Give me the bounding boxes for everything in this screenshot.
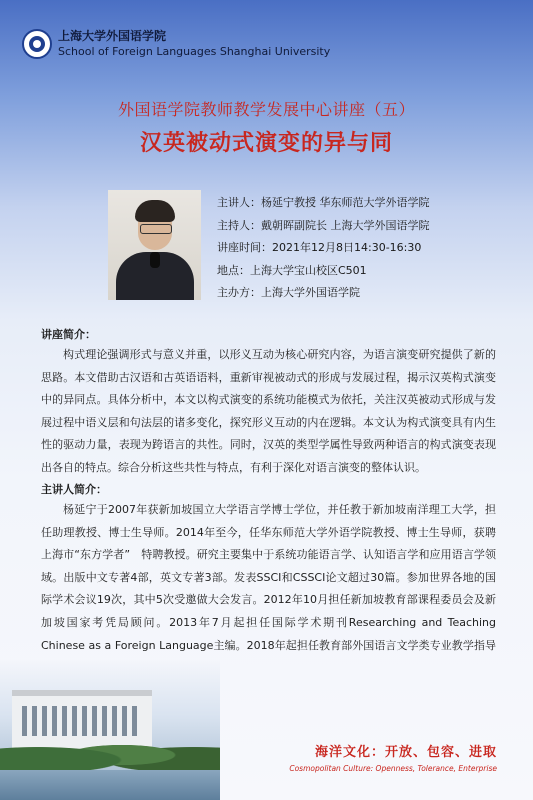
abstract-text: 构式理论强调形式与意义并重，以形义互动为核心研究内容，为语言演变研究提供了新的思路。本文借助古汉语和古英语语料，重新审视被动式的形成与发展过程，揭示汉英构式演变中的异同点。具体分析中，本文以构式演变的系统功能模式为依托，关注汉英被动式形成与发展过程中语义层和句法层的诸多变化，探究形义互动的内在逻辑。本文认为构式演变具有内生性的驱动力量，表现为跨语言的共性。同时，汉英的类型学属性导致两种语言的构式演变表现出各自的特点。综合分析这些共性与特点，有利于深化对语言演变的整体认识。 (41, 348, 496, 474)
university-seal-icon (22, 29, 52, 59)
main-title: 汉英被动式演变的异与同 (139, 131, 393, 156)
org-name-en: School of Foreign Languages Shanghai University (58, 45, 331, 58)
motto-en: Cosmopolitan Culture: Openness, Tolerance, Enterprise (289, 764, 497, 773)
speaker-photo (108, 190, 201, 300)
speaker-bio-heading: 主讲人简介： (41, 483, 107, 496)
lecture-info (217, 192, 430, 305)
motto-cn: 海洋文化：开放、包容、进取 (314, 745, 497, 760)
info-location: 地点：上海大学宝山校区C501 (217, 263, 367, 277)
info-time: 讲座时间：2021年12月8日14:30-16:30 (217, 241, 422, 254)
info-speaker: 主讲人：杨延宁教授 华东师范大学外语学院 (217, 196, 430, 209)
campus-photo (0, 660, 220, 800)
info-host: 主持人：戴朝晖副院长 上海大学外国语学院 (217, 218, 430, 232)
series-title: 外国语学院教师教学发展中心讲座（五） (117, 100, 415, 119)
speaker-bio-text: 杨延宁于2007年获新加坡国立大学语言学博士学位，并任教于新加坡南洋理工大学，担任助理教授、博士生导师。2014年至今，任华东师范大学外语学院教授、博士生导师，获聘上海市“东方学者” 特聘教授。研究主要集中于系统功能语言学、认知语言学和应用语言学领域。出版中文专著4部，英文专著3部。发表SSCI和CSSCI论文超过30篇。参加世界各地的国际学术会议19次，其中5次受邀做大会发言。2012年10月担任新加坡教育部课程委员会及新加坡国家考凭局顾问。2013年7月起担任国际学术期刊Researching and Teaching Chinese as a Foreign Language主编。2018年起担任教育部外国语言文学类专业教学指导 (41, 503, 496, 652)
abstract-heading: 讲座简介： (41, 328, 96, 341)
info-organizer: 主办方：上海大学外国语学院 (217, 286, 360, 299)
org-name-cn: 上海大学外国语学院 (58, 29, 167, 43)
header (22, 28, 330, 59)
org-name (58, 28, 330, 59)
